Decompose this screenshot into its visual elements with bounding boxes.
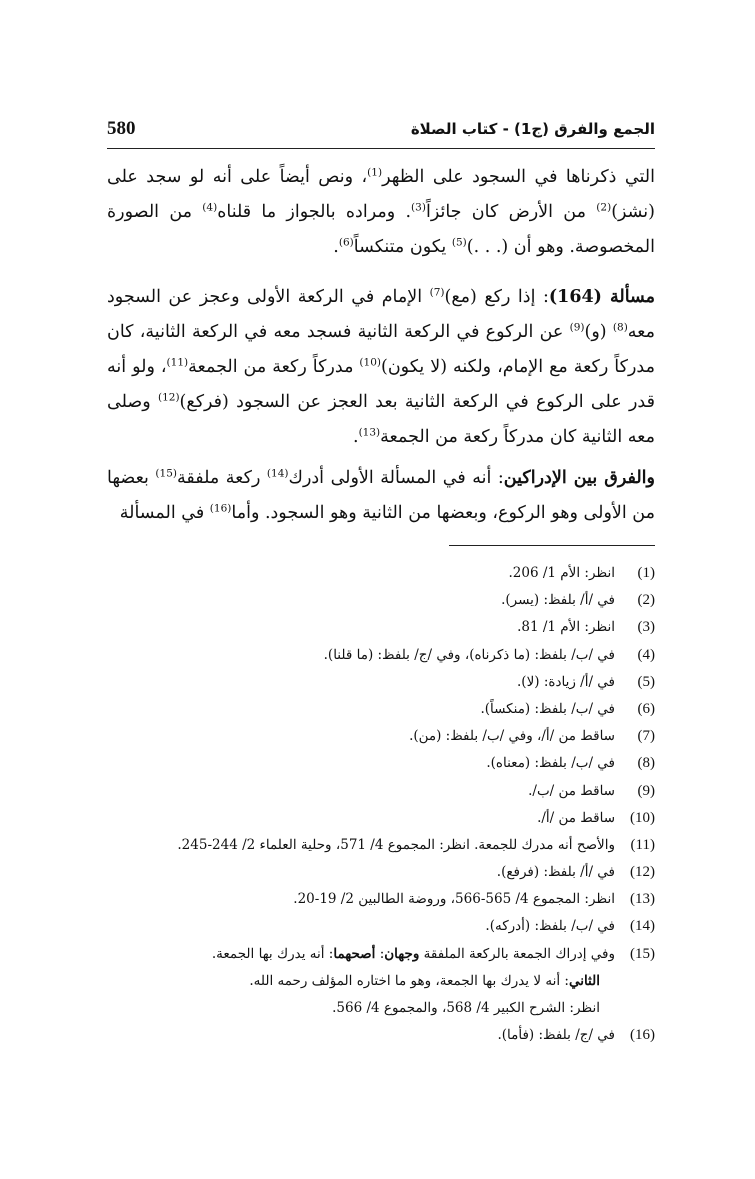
text-run: وفي إدراك الجمعة بالركعة الملفقة bbox=[419, 945, 615, 962]
footnote-ref[interactable]: (6) bbox=[338, 236, 354, 249]
running-head-title: الجمع والفرق (ج1) - كتاب الصلاة bbox=[410, 120, 655, 138]
footnote-text: في /ب/ بلفظ: (ما ذكرناه)، وفي /ج/ بلفظ: (ما قلنا). bbox=[323, 646, 615, 663]
footnote-item bbox=[100, 750, 655, 777]
footnote-number: (6) bbox=[637, 700, 655, 717]
footnote-number: (3) bbox=[637, 619, 655, 636]
bold-term: أصحهما bbox=[333, 945, 376, 962]
footnote-number: (7) bbox=[637, 728, 655, 745]
footnote-number: (16) bbox=[630, 1027, 655, 1044]
text-run: . ومراده بالجواز ما قلناه bbox=[217, 202, 412, 222]
footnote-ref[interactable]: (14) bbox=[266, 467, 289, 480]
paragraph-gap bbox=[107, 265, 655, 280]
footnote-ref[interactable]: (4) bbox=[202, 201, 218, 214]
text-run: الإمام في الركعة الأولى وعجز عن السجود معه bbox=[107, 287, 655, 342]
text-run: : bbox=[375, 945, 385, 962]
footnote-ref[interactable]: (2) bbox=[596, 201, 612, 214]
footnote-number: (2) bbox=[637, 592, 655, 609]
footnote-ref[interactable]: (9) bbox=[569, 321, 585, 334]
footnote-item bbox=[100, 642, 655, 669]
footnote-number: (14) bbox=[630, 918, 655, 935]
footnote-text: انظر: الأم 1/ 206. bbox=[508, 565, 615, 581]
footnote-item bbox=[100, 1022, 655, 1049]
text-run: في المسألة bbox=[119, 503, 210, 523]
footnote-text bbox=[212, 941, 615, 968]
paragraph-3 bbox=[107, 461, 655, 531]
footnote-ref[interactable]: (15) bbox=[155, 467, 178, 480]
footnote-text: في /أ/ زيادة: (لا). bbox=[517, 673, 615, 690]
footnote-number: (12) bbox=[630, 864, 655, 881]
footnote-item bbox=[100, 560, 655, 587]
footnote-number: (5) bbox=[637, 673, 655, 690]
footnote-ref[interactable]: (7) bbox=[429, 286, 445, 299]
footnote-text: انظر: الأم 1/ 81. bbox=[517, 619, 615, 636]
footnote-number: (13) bbox=[630, 891, 655, 908]
footnote-separator bbox=[449, 545, 655, 546]
footnote-text: انظر: الشرح الكبير 4/ 568، والمجموع 4/ 566. bbox=[332, 1000, 600, 1016]
text-run: من الأرض كان جائزاً bbox=[425, 202, 597, 222]
text-run: وصلى معه الثانية كان مدركاً ركعة من الجمعة bbox=[107, 392, 655, 447]
text-run: التي ذكرناها في السجود على الظهر bbox=[382, 167, 655, 187]
text-run: : أنه يدرك بها الجمعة. bbox=[211, 945, 334, 962]
footnote-item bbox=[100, 614, 655, 641]
footnote-item bbox=[100, 778, 655, 805]
footnote-text: والأصح أنه مدرك للجمعة. انظر: المجموع 4/ 571، وحلية العلماء 2/ 244-245. bbox=[177, 836, 615, 853]
footnote-item bbox=[100, 913, 655, 940]
footnote-number: (11) bbox=[630, 836, 655, 853]
footnote-text: في /ب/ بلفظ: (أدركه). bbox=[485, 918, 615, 935]
footnotes bbox=[100, 560, 655, 1049]
text-run: عن الركوع في الركعة الثانية فسجد معه في الركعة الثانية، كان مدركاً ركعة مع الإمام، ولكنه (لا يكون) bbox=[107, 322, 655, 377]
issue-label: مسألة (164) bbox=[548, 287, 656, 307]
footnote-text: في /ب/ بلفظ: (منكساً). bbox=[480, 700, 615, 717]
footnote-ref[interactable]: (12) bbox=[157, 391, 180, 404]
text-run: (و) bbox=[584, 322, 613, 342]
footnote-item bbox=[100, 805, 655, 832]
footnote-ref[interactable]: (5) bbox=[451, 236, 467, 249]
footnote-ref[interactable]: (16) bbox=[209, 502, 232, 515]
footnote-number: (15) bbox=[630, 945, 655, 962]
footnote-item bbox=[100, 832, 655, 859]
footnote-text bbox=[249, 968, 600, 995]
paragraph-2 bbox=[107, 280, 655, 455]
text-run: ركعة ملفقة bbox=[177, 468, 267, 488]
footnote-text: في /أ/ بلفظ: (يسر). bbox=[501, 592, 615, 609]
footnote-item bbox=[100, 669, 655, 696]
text-run: من الصورة المخصوصة. وهو أن (. . .) bbox=[107, 202, 655, 257]
text-run: ، ونص أيضاً على أنه لو سجد على (نشز) bbox=[107, 167, 655, 222]
footnote-item bbox=[100, 696, 655, 723]
bold-term: الثاني bbox=[568, 972, 600, 989]
footnote-text: ساقط من /ب/. bbox=[528, 782, 615, 799]
running-head bbox=[107, 118, 655, 144]
text-run: مدركاً ركعة من الجمعة bbox=[188, 357, 360, 377]
footnote-text: في /ب/ بلفظ: (معناه). bbox=[486, 755, 615, 772]
footnote-continuation bbox=[100, 995, 655, 1022]
footnote-ref[interactable]: (3) bbox=[411, 201, 426, 214]
footnote-ref[interactable]: (10) bbox=[359, 356, 381, 369]
footnote-ref[interactable]: (11) bbox=[166, 356, 189, 369]
footnote-number: (4) bbox=[637, 646, 655, 663]
text-run: : إذا ركع (مع) bbox=[444, 287, 549, 307]
bold-term: وجهان bbox=[384, 945, 420, 962]
paragraph-1 bbox=[107, 160, 655, 265]
text-run: . bbox=[352, 427, 359, 447]
footnote-ref[interactable]: (13) bbox=[358, 426, 381, 439]
footnote-item bbox=[100, 886, 655, 913]
footnote-item bbox=[100, 859, 655, 886]
section-label: والفرق بين الإدراكين bbox=[503, 468, 655, 488]
footnote-continuation bbox=[100, 968, 655, 995]
text-run: يكون متنكساً bbox=[353, 237, 452, 257]
footnote-number: (8) bbox=[637, 755, 655, 772]
text-run: . bbox=[333, 237, 339, 257]
footnote-number: (10) bbox=[630, 809, 655, 826]
text-run: : أنه لا يدرك بها الجمعة، وهو ما اختاره المؤلف رحمه الله. bbox=[249, 972, 569, 989]
footnote-number: (9) bbox=[637, 782, 655, 799]
footnote-ref[interactable]: (1) bbox=[367, 166, 383, 179]
text-run: ، ولو أنه قدر على الركوع في الركعة الثانية بعد العجز عن السجود (فركع) bbox=[107, 357, 655, 412]
header-rule bbox=[107, 148, 655, 149]
page-number: 580 bbox=[107, 118, 136, 139]
footnote-text: انظر: المجموع 4/ 565-566، وروضة الطالبين 2/ 19-20. bbox=[293, 891, 615, 908]
footnote-number: (1) bbox=[637, 565, 655, 581]
text-run: بعضها من الأولى وهو الركوع، وبعضها من الثانية وهو السجود. وأما bbox=[107, 468, 655, 523]
main-text bbox=[107, 160, 655, 531]
footnote-item bbox=[100, 587, 655, 614]
footnote-text: ساقط من /أ/، وفي /ب/ بلفظ: (من). bbox=[409, 728, 615, 745]
text-run: : أنه في المسألة الأولى أدرك bbox=[288, 468, 504, 488]
footnote-text: في /ج/ بلفظ: (فأما). bbox=[497, 1027, 615, 1044]
footnote-text: في /أ/ بلفظ: (فرفع). bbox=[496, 864, 615, 881]
footnote-text: ساقط من /أ/. bbox=[537, 809, 615, 826]
footnote-ref[interactable]: (8) bbox=[612, 321, 628, 334]
footnote-item bbox=[100, 723, 655, 750]
footnote-item bbox=[100, 941, 655, 968]
